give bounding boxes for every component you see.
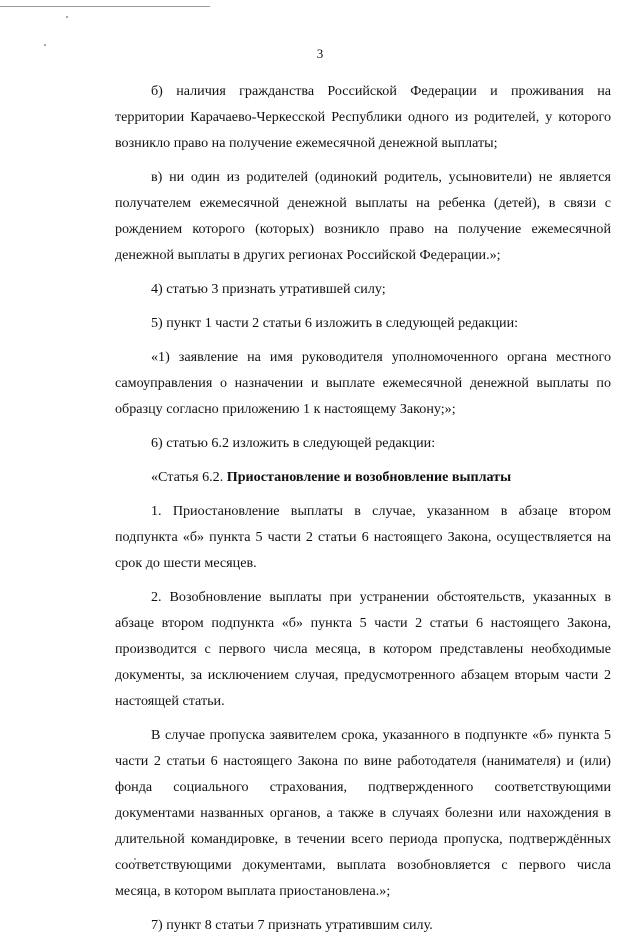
scan-artifact-line bbox=[0, 6, 210, 7]
paragraph-item-5: 5) пункт 1 части 2 статьи 6 изложить в следующей редакции: bbox=[151, 315, 519, 331]
paragraph-item-7: 7) пункт 8 статьи 7 признать утратившим силу. bbox=[151, 917, 433, 933]
paragraph-v-no-other-payment: в) ни один из родителей (одинокий родитель, усыновители) не является получателем ежемесячной денежной выплаты на ребенка (детей), в связи с рождением которого (которых) возникло право на получение ежемесячной денежной выплаты в других регионах Российской Федерации.»; bbox=[115, 169, 611, 263]
paragraph-item-5-text: «1) заявление на имя руководителя уполномоченного органа местного самоуправления о назначении и выплате ежемесячной денежной выплаты по образцу согласно приложению 1 к настоящему Закону;»; bbox=[115, 349, 611, 417]
paragraph-article-part-1: 1. Приостановление выплаты в случае, указанном в абзаце втором подпункта «б» пункта 5 части 2 статьи 6 настоящего Закона, осуществляется на срок до шести месяцев. bbox=[115, 503, 611, 571]
paragraph-item-6: 6) статью 6.2 изложить в следующей редакции: bbox=[151, 435, 436, 451]
paragraph-b-citizenship: б) наличия гражданства Российской Федерации и проживания на территории Карачаево-Черкесской Республики одного из родителей, у которого возникло право на получение ежемесячной денежной выплаты; bbox=[115, 83, 611, 151]
document-body bbox=[115, 78, 611, 946]
paragraph-article-part-2: 2. Возобновление выплаты при устранении обстоятельств, указанных в абзаце втором подпункта «б» пункта 5 части 2 статьи 6 настоящего Закона, производится с первого числа месяца, в котором представлены необходимые документы, за исключением случая, предусмотренного абзацем вторым части 2 настоящей статьи. bbox=[115, 589, 611, 709]
page-number: 3 bbox=[316, 46, 324, 61]
paragraph-article-part-2-second: В случае пропуска заявителем срока, указанного в подпункте «б» пункта 5 части 2 статьи 6 настоящего Закона по вине работодателя (нанимателя) и (или) фонда социального страхования, подтвержденного соответствующими документами названных органов, а также в случаях болезни или нахождения в длительной командировке, в течении всего периода пропуска, подтверждённых соответствующими документами, выплата возобновляется с первого числа месяца, в котором выплата приостановлена.»; bbox=[115, 727, 611, 899]
article-heading-title: Приостановление и возобновление выплаты bbox=[226, 469, 512, 485]
scan-artifact-dot bbox=[66, 16, 68, 18]
article-heading-prefix: «Статья 6.2. bbox=[151, 469, 227, 485]
article-heading bbox=[115, 464, 611, 490]
paragraph-item-4: 4) статью 3 признать утратившей силу; bbox=[151, 281, 386, 297]
